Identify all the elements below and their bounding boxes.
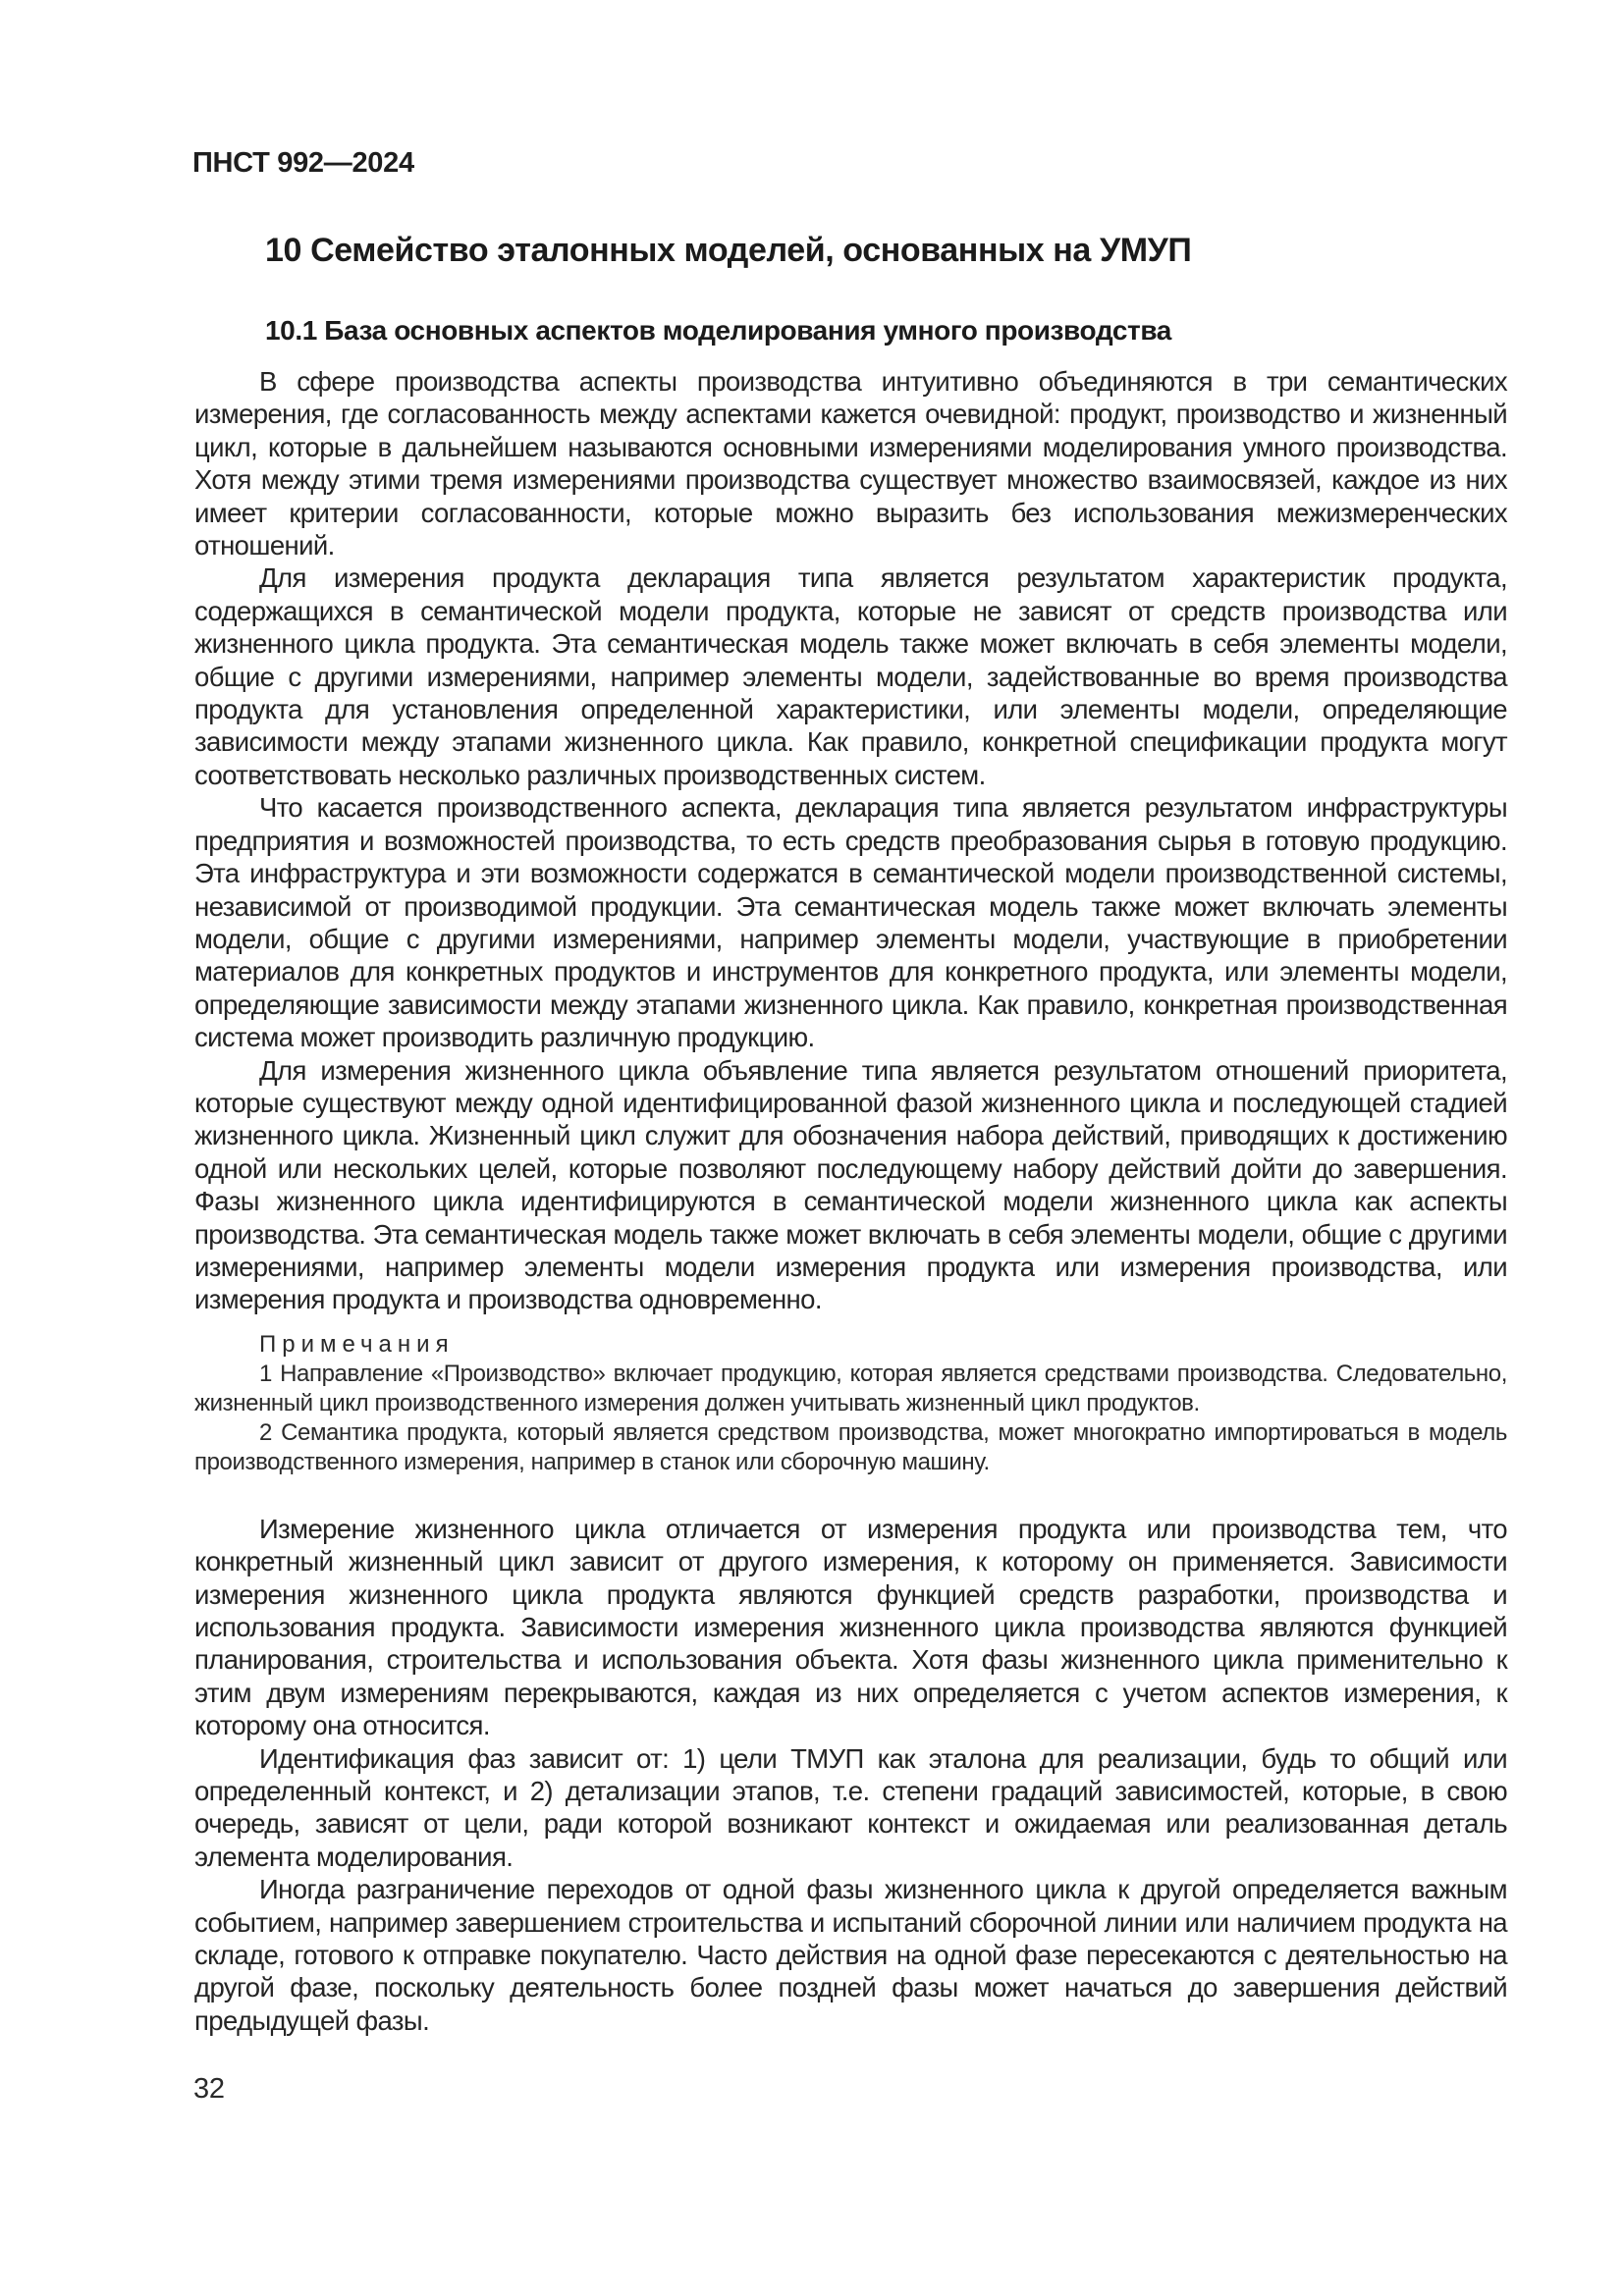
page-number: 32 xyxy=(193,2073,225,2105)
paragraph: Иногда разграничение переходов от одной фазы жизненного цикла к другой определяется важным событием, например завершением строительства и испытаний сборочной линии или наличием продукта на складе, готового к отправке покупателю. Часто действия на одной фазе пересекаются с деятельностью на другой фазе, поскольку деятельность более поздней фазы может начаться до завершения действий предыдущей фазы. xyxy=(194,1874,1507,2036)
section-heading: 10 Семейство эталонных моделей, основанных на УМУП xyxy=(265,232,1192,269)
page-content xyxy=(194,231,1507,2037)
paragraph: Для измерения продукта декларация типа является результатом характеристик продукта, содержащихся в семантической модели продукта, которые не зависят от средств производства или жизненного цикла продукта. Эта семантическая модель также может включать в себя элементы модели, общие с другими измерениями, например элементы модели, задействованные во время производства продукта для установления определенной характеристики, или элементы модели, определяющие зависимости между этапами жизненного цикла. Как правило, конкретной спецификации продукта могут соответствовать несколько различных производственных систем. xyxy=(194,562,1507,790)
paragraph: Для измерения жизненного цикла объявление типа является результатом отношений приоритета, которые существуют между одной идентифицированной фазой жизненного цикла и последующей стадией жизненного цикла. Жизненный цикл служит для обозначения набора действий, приводящих к достижению одной или нескольких целей, которые позволяют последующему набору действий дойти до завершения. Фазы жизненного цикла идентифицируются в семантической модели жизненного цикла как аспекты производства. Эта семантическая модель также может включать в себя элементы модели, общие с другими измерениями, например элементы модели измерения продукта или измерения производства, или измерения продукта и производства одновременно. xyxy=(194,1054,1507,1315)
note-item: 1 Направление «Производство» включает продукцию, которая является средствами производства. Следовательно, жизненный цикл производственного измерения должен учитывать жизненный цикл продуктов. xyxy=(194,1360,1507,1416)
paragraph: Измерение жизненного цикла отличается от измерения продукта или производства тем, что конкретный жизненный цикл зависит от другого измерения, к которому он применяется. Зависимости измерения жизненного цикла продукта являются функцией средств разработки, производства и использования продукта. Зависимости измерения жизненного цикла производства являются функцией планирования, строительства и использования объекта. Хотя фазы жизненного цикла применительно к этим двум измерениям перекрываются, каждая из них определяется с учетом аспектов измерения, к которому она относится. xyxy=(194,1513,1507,1741)
document-code: ПНСТ 992—2024 xyxy=(192,147,414,179)
notes-block xyxy=(194,1330,1507,1477)
notes-label: Примечания xyxy=(259,1330,455,1358)
paragraph: Что касается производственного аспекта, декларация типа является результатом инфраструктуры предприятия и возможностей производства, то есть средств преобразования сырья в готовую продукцию. Эта инфраструктура и эти возможности содержатся в семантической модели производственной системы, независимой от производимой продукции. Эта семантическая модель также может включать элементы модели, общие с другими измерениями, например элементы модели, участвующие в приобретении материалов для конкретных продуктов и инструментов для конкретного продукта, или элементы модели, определяющие зависимости между этапами жизненного цикла. Как правило, конкретная производственная система может производить различную продукцию. xyxy=(194,792,1507,1053)
note-item: 2 Семантика продукта, который является средством производства, может многократно импортироваться в модель производственного измерения, например в станок или сборочную машину. xyxy=(194,1418,1507,1475)
paragraph: В сфере производства аспекты производства интуитивно объединяются в три семантических измерения, где согласованность между аспектами кажется очевидной: продукт, производство и жизненный цикл, которые в дальнейшем называются основными измерениями моделирования умного производства. Хотя между этими тремя измерениями производства существует множество взаимосвязей, каждое из них имеет критерии согласованности, которые можно выразить без использования межизмеренческих отношений. xyxy=(194,366,1507,561)
paragraph: Идентификация фаз зависит от: 1) цели ТМУП как эталона для реализации, будь то общий или определенный контекст, и 2) детализации этапов, т.е. степени градаций зависимостей, которые, в свою очередь, зависят от цели, ради которой возникают контекст и ожидаемая или реализованная деталь элемента моделирования. xyxy=(194,1742,1507,1872)
subsection-heading: 10.1 База основных аспектов моделирования умного производства xyxy=(265,315,1171,346)
